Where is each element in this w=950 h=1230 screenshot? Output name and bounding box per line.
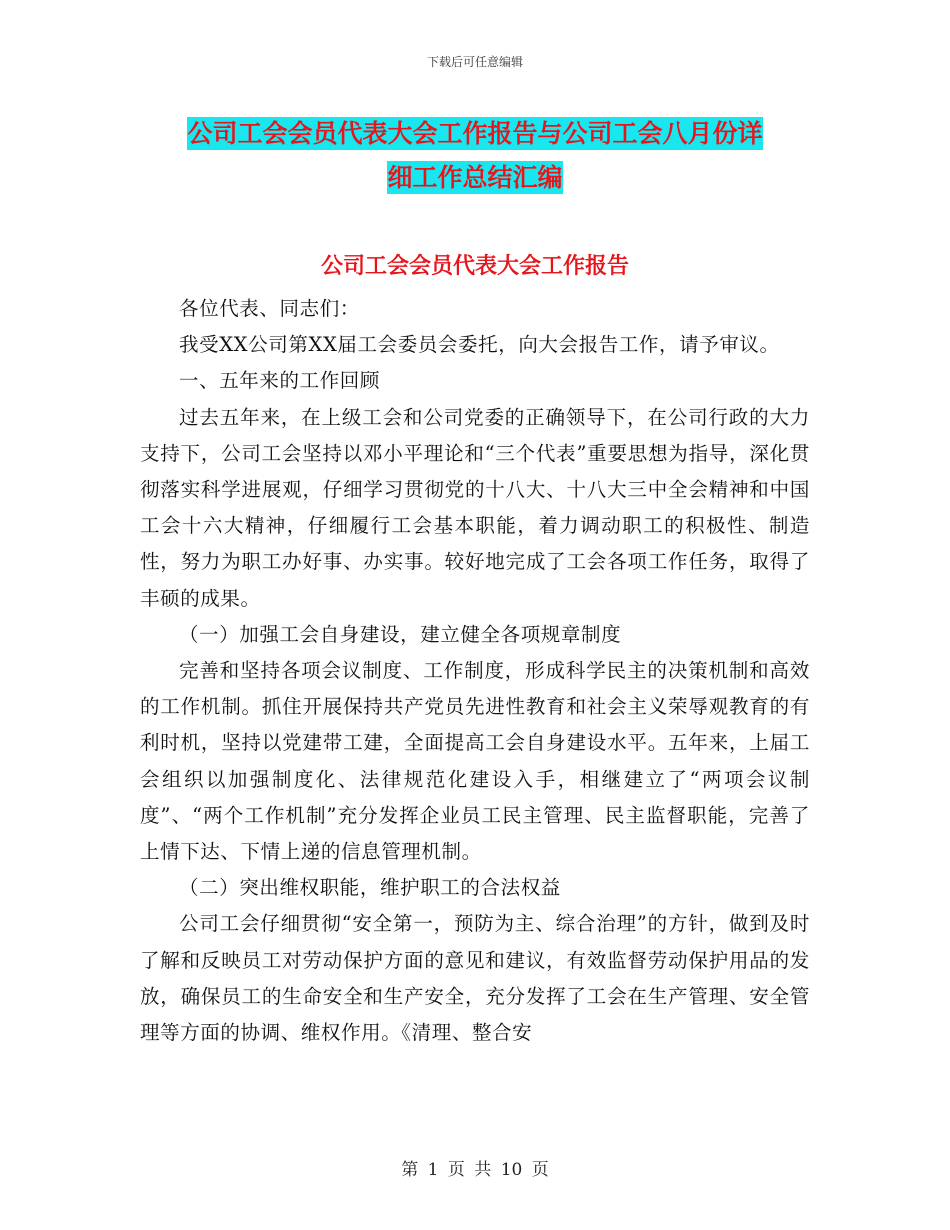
paragraph-salutation: 各位代表、同志们：	[179, 297, 360, 320]
section-heading: 公司工会会员代表大会工作报告	[320, 254, 629, 279]
header-note: 下载后可任意编辑	[426, 55, 523, 69]
document-title-text-1: 公司工会会员代表大会工作报告与公司工会八月份详	[187, 119, 763, 148]
paragraph-section-one-heading: 一、五年来的工作回顾	[179, 369, 381, 393]
paragraph-self-building: 完善和坚持各项会议制度、工作制度，形成科学民主的决策机制和高效的工作机制。抓住开展保持共产党员先进性教育和社会主义荣辱观教育的有利时机，坚持以党建带工建，全面提高工会自身建设水平。五年来，上届工会组织以加强制度化、法律规范化建设入手，相继建立了“两项会议制度”、“两个工作机制”充分发挥企业员工民主管理、民主监督职能，完善了上情下达、下情上递的信息管理机制。	[140, 659, 810, 864]
paragraph-intro: 我受XX公司第XX届工会委员会委托，向大会报告工作，请予审议。	[179, 333, 780, 357]
paragraph-review: 过去五年来，在上级工会和公司党委的正确领导下，在公司行政的大力支持下，公司工会坚持以邓小平理论和“三个代表”重要思想为指导，深化贯彻落实科学进展观，仔细学习贯彻党的十八大、十八大三中全会精神和中国工会十六大精神，仔细履行工会基本职能，着力调动职工的积极性、制造性，努力为职工办好事、办实事。较好地完成了工会各项工作任务，取得了丰硕的成果。	[140, 405, 810, 610]
paragraph-subsection-one-heading: （一）加强工会自身建设，建立健全各项规章制度	[179, 622, 622, 646]
page-footer: 第 1 页 共 10 页	[401, 1160, 549, 1180]
document-title-text-2: 细工作总结汇编	[387, 163, 563, 192]
document-title-line-2	[140, 158, 810, 194]
paragraph-rights: 公司工会仔细贯彻“安全第一，预防为主、综合治理”的方针，做到及时了解和反映员工对劳动保护方面的意见和建议，有效监督劳动保护用品的发放，确保员工的生命安全和生产安全，充分发挥了工会在生产管理、安全管理等方面的协调、维权作用。《清理、整合安	[140, 912, 810, 1045]
document-title-line-1	[140, 114, 810, 150]
paragraph-subsection-two-heading: （二）突出维权职能，维护职工的合法权益	[179, 876, 561, 900]
document-body	[140, 291, 810, 1051]
